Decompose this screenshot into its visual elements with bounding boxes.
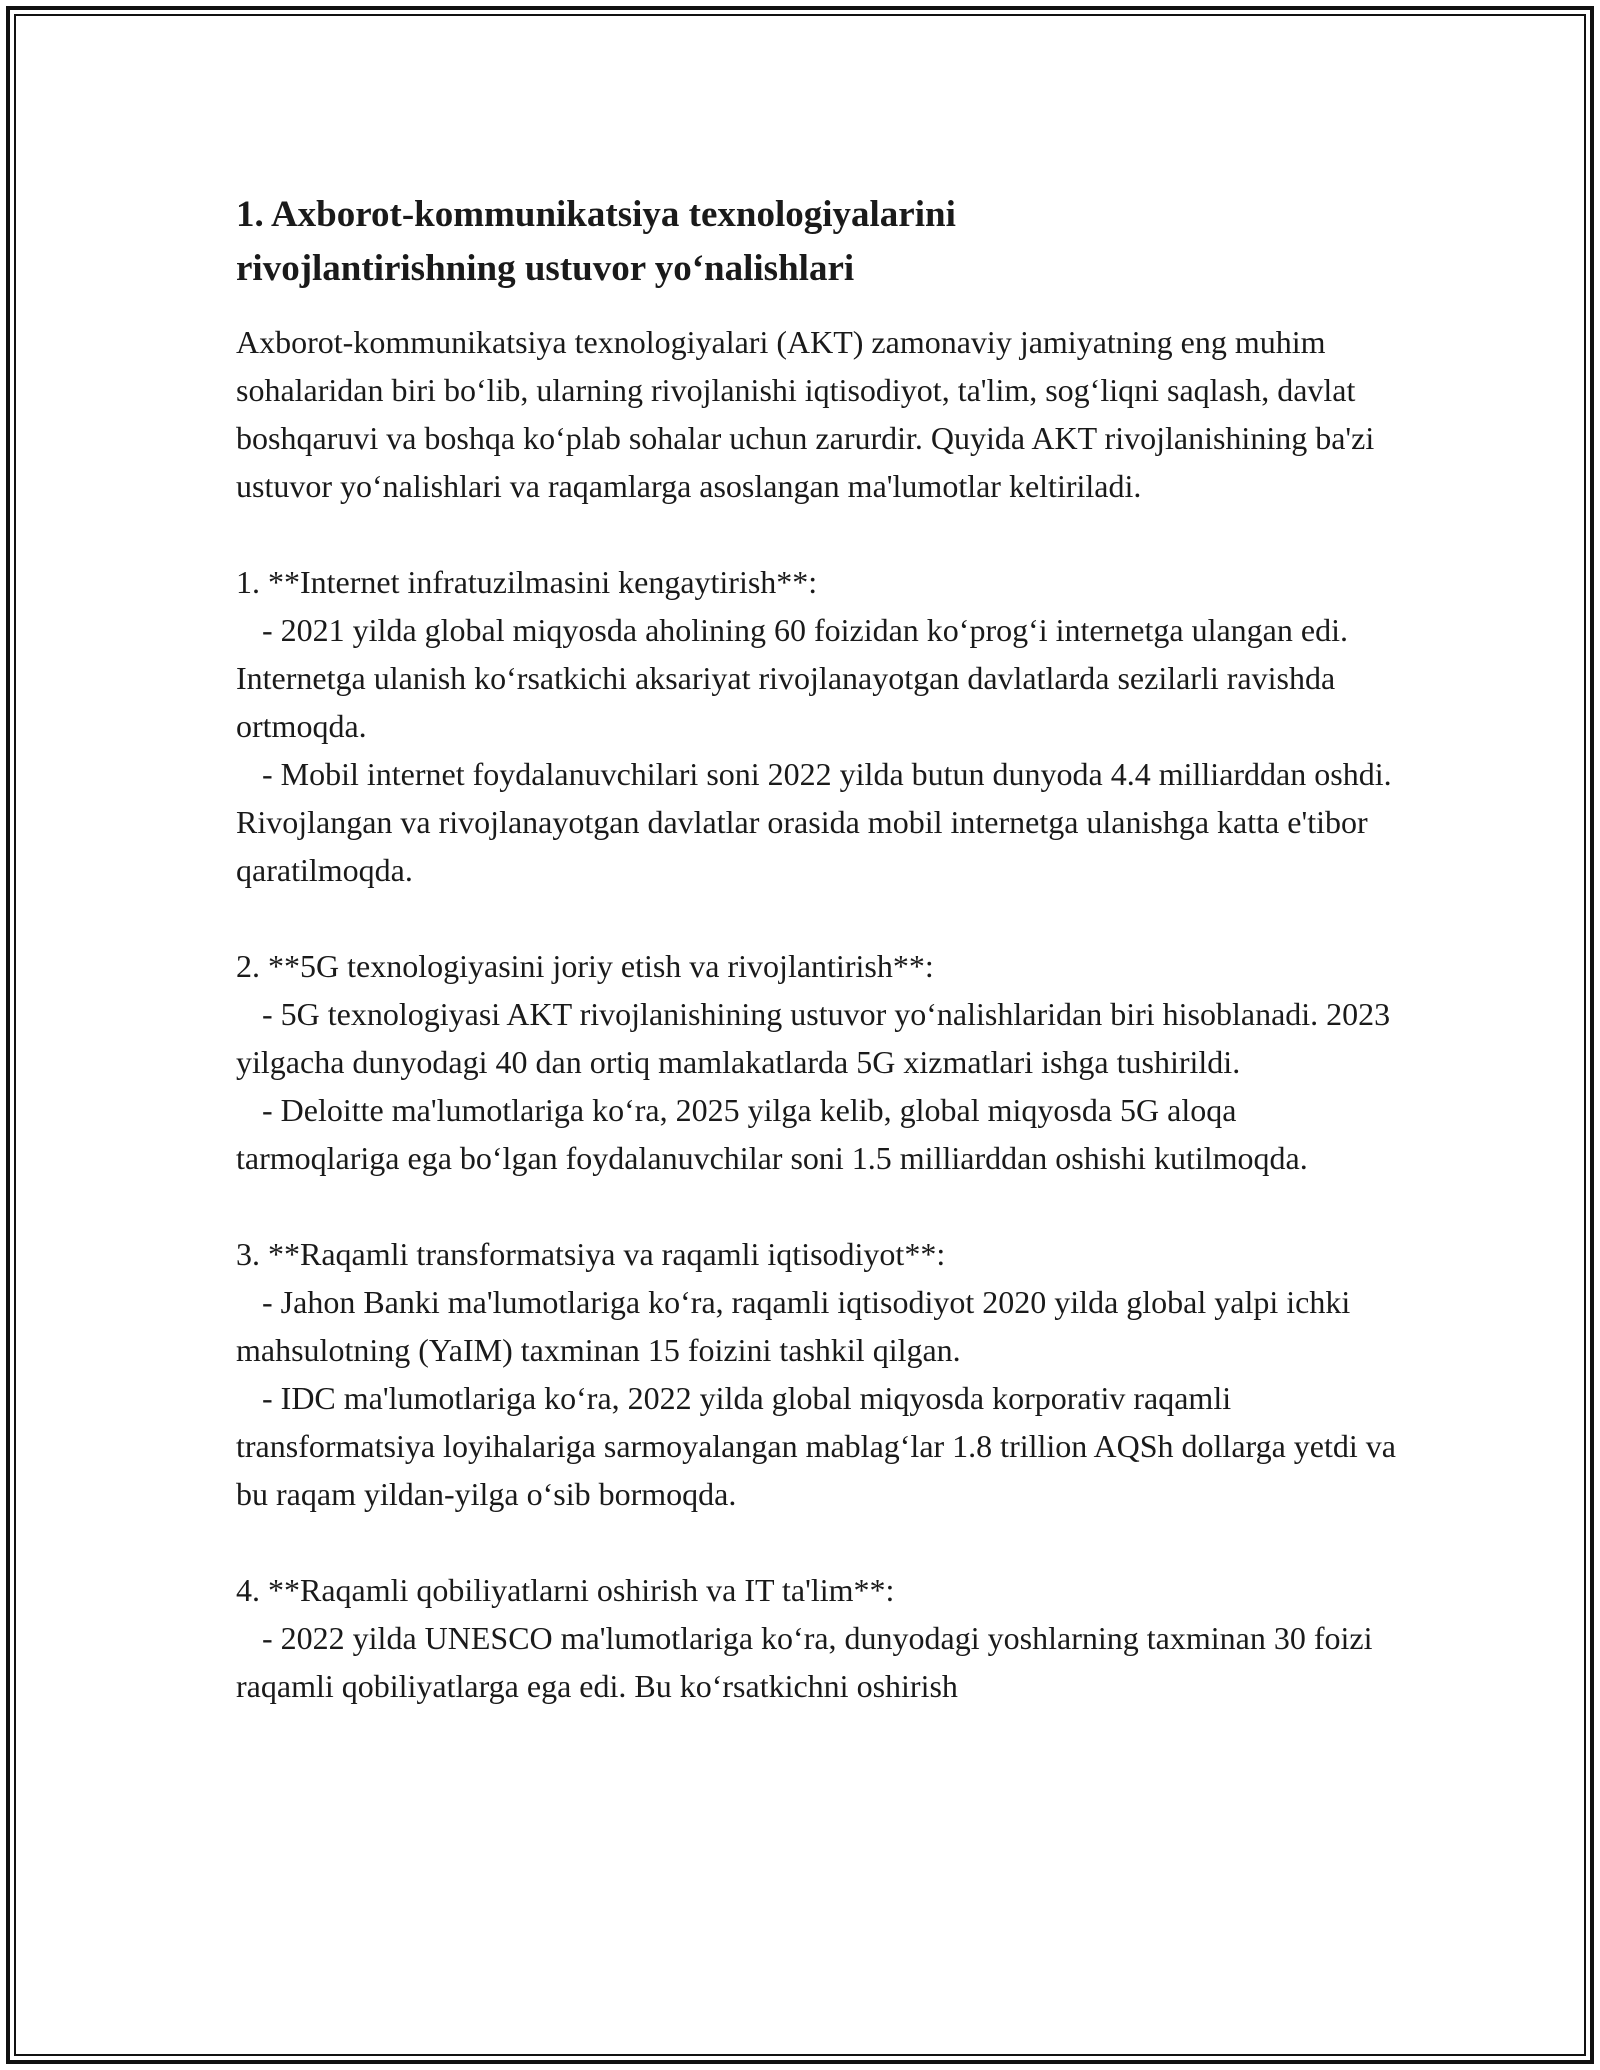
bullet-item: - Mobil internet foydalanuvchilari soni 2022 yilda butun dunyoda 4.4 milliarddan oshdi. Rivojlangan va rivojlanayotgan davlatlar orasida mobil internetga ulanishga katta e'tibor qaratilmoqda. — [236, 756, 1392, 888]
document-title-line-2: rivojlantirishning ustuvor yo‘nalishlari — [236, 248, 855, 289]
section-heading: 1. **Internet infratuzilmasini kengaytirish**: — [236, 564, 818, 600]
section-internet-infrastructure — [236, 558, 1396, 894]
bullet-item: - Deloitte ma'lumotlariga ko‘ra, 2025 yilga kelib, global miqyosda 5G aloqa tarmoqlariga ega bo‘lgan foydalanuvchilar soni 1.5 milliarddan oshishi kutilmoqda. — [236, 1092, 1308, 1176]
intro-paragraph: Axborot-kommunikatsiya texnologiyalari (AKT) zamonaviy jamiyatning eng muhim sohalaridan biri bo‘lib, ularning rivojlanishi iqtisodiyot, ta'lim, sog‘liqni saqlash, davlat boshqaruvi va boshqa ko‘plab sohalar uchun zarurdir. Quyida AKT rivojlanishining ba'zi ustuvor yo‘nalishlari va raqamlarga asoslangan ma'lumotlar keltiriladi. — [236, 324, 1375, 504]
document-title — [236, 188, 1396, 296]
document-title-line-1: 1. Axborot-kommunikatsiya texnologiyalarini — [236, 194, 956, 235]
bullet-item: - 5G texnologiyasi AKT rivojlanishining ustuvor yo‘nalishlaridan biri hisoblanadi. 2023 yilgacha dunyodagi 40 dan ortiq mamlakatlarda 5G xizmatlari ishga tushirildi. — [236, 996, 1391, 1080]
section-5g-technology — [236, 942, 1396, 1182]
section-heading: 4. **Raqamli qobiliyatlarni oshirish va IT ta'lim**: — [236, 1572, 895, 1608]
bullet-item: - IDC ma'lumotlariga ko‘ra, 2022 yilda global miqyosda korporativ raqamli transformatsiya loyihalariga sarmoyalangan mablag‘lar 1.8 trillion AQSh dollarga yetdi va bu raqam yildan-yilga o‘sib bormoqda. — [236, 1380, 1396, 1512]
bullet-item: - 2022 yilda UNESCO ma'lumotlariga ko‘ra, dunyodagi yoshlarning taxminan 30 foizi raqamli qobiliyatlarga ega edi. Bu ko‘rsatkichni oshirish — [236, 1620, 1373, 1704]
bullet-item: - Jahon Banki ma'lumotlariga ko‘ra, raqamli iqtisodiyot 2020 yilda global yalpi ichki mahsulotning (YaIM) taxminan 15 foizini tashkil qilgan. — [236, 1284, 1351, 1368]
section-heading: 3. **Raqamli transformatsiya va raqamli iqtisodiyot**: — [236, 1236, 946, 1272]
document-body — [236, 188, 1396, 1710]
section-heading: 2. **5G texnologiyasini joriy etish va rivojlantirish**: — [236, 948, 934, 984]
section-digital-transformation — [236, 1230, 1396, 1518]
bullet-item: - 2021 yilda global miqyosda aholining 60 foizidan ko‘prog‘i internetga ulangan edi. Internetga ulanish ko‘rsatkichi aksariyat rivojlanayotgan davlatlarda sezilarli ravishda ortmoqda. — [236, 612, 1348, 744]
section-digital-skills — [236, 1566, 1396, 1710]
